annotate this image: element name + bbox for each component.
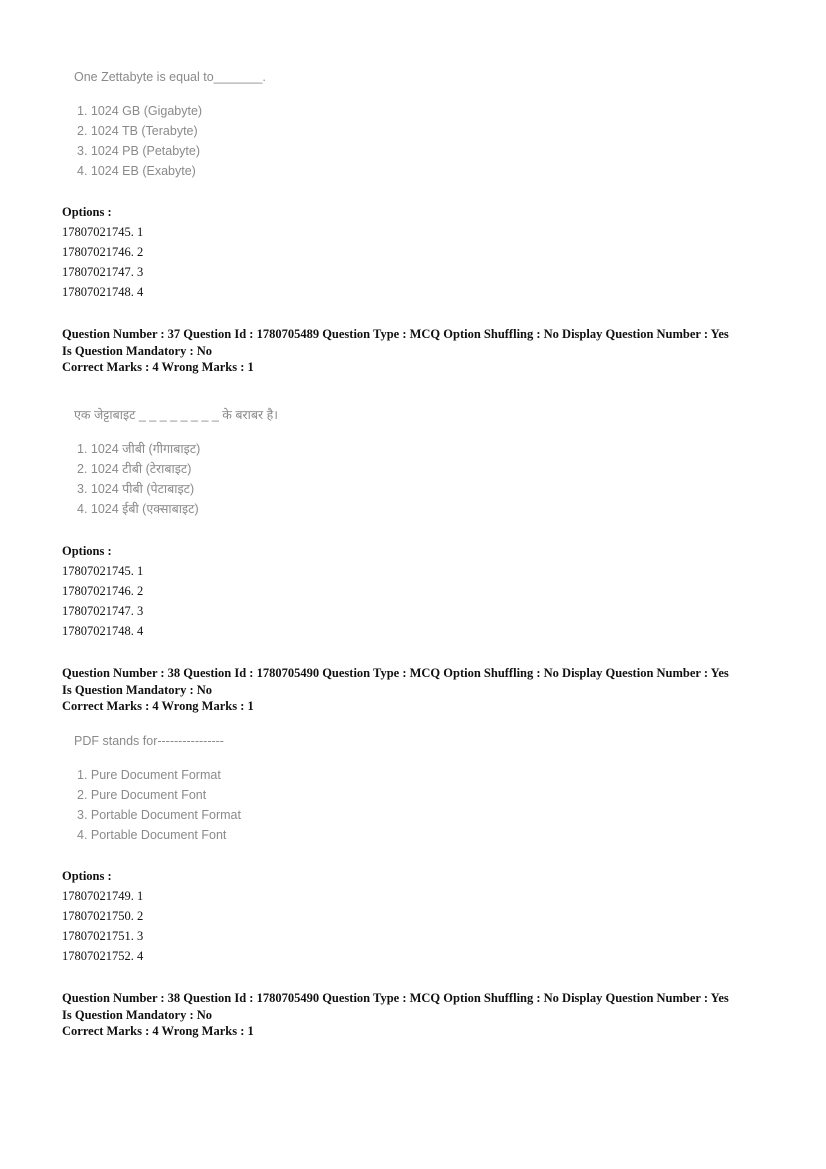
choice-item: 3. 1024 पीबी (पेटाबाइट) xyxy=(77,482,195,496)
question-marks: Correct Marks : 4 Wrong Marks : 1 xyxy=(62,1024,254,1038)
question-text: एक जेट्टाबाइट _ _ _ _ _ _ _ _ के बराबर है। xyxy=(74,408,278,422)
question-mandatory: Is Question Mandatory : No xyxy=(62,1007,213,1022)
question-marks: Correct Marks : 4 Wrong Marks : 1 xyxy=(62,360,254,374)
options-list xyxy=(62,541,143,641)
question-header: Question Number : 38 Question Id : 1780705490 Question Type : MCQ Option Shuffling : No Display Question Number : Yes xyxy=(62,666,729,680)
question-header: Question Number : 37 Question Id : 1780705489 Question Type : MCQ Option Shuffling : No Display Question Number : Yes xyxy=(62,327,729,341)
options-label: Options : xyxy=(62,544,112,558)
option-row: 17807021749. 1 xyxy=(62,889,144,903)
question-marks: Correct Marks : 4 Wrong Marks : 1 xyxy=(62,699,254,713)
option-row: 17807021748. 4 xyxy=(62,285,144,299)
question-meta xyxy=(62,326,782,376)
option-row: 17807021746. 2 xyxy=(62,245,144,259)
choice-item: 2. 1024 टीबी (टेराबाइट) xyxy=(77,462,192,476)
options-list xyxy=(62,866,143,966)
question-meta xyxy=(62,665,782,715)
option-row: 17807021745. 1 xyxy=(62,225,144,239)
option-row: 17807021752. 4 xyxy=(62,949,144,963)
option-row: 17807021747. 3 xyxy=(62,604,144,618)
option-row: 17807021745. 1 xyxy=(62,564,144,578)
choice-item: 4. 1024 ईबी (एक्साबाइट) xyxy=(77,502,199,516)
option-row: 17807021748. 4 xyxy=(62,624,144,638)
option-row: 17807021750. 2 xyxy=(62,909,144,923)
choice-item: 1. 1024 GB (Gigabyte) xyxy=(77,104,203,118)
question-text: One Zettabyte is equal to_______. xyxy=(74,70,266,84)
choice-item: 1. Pure Document Format xyxy=(77,768,221,782)
option-row: 17807021746. 2 xyxy=(62,584,144,598)
question-meta xyxy=(62,990,782,1040)
question-mandatory: Is Question Mandatory : No xyxy=(62,682,213,697)
choice-item: 3. 1024 PB (Petabyte) xyxy=(77,144,200,158)
options-label: Options : xyxy=(62,205,112,219)
options-list xyxy=(62,202,143,302)
choice-item: 3. Portable Document Format xyxy=(77,808,241,822)
choice-item: 2. 1024 TB (Terabyte) xyxy=(77,124,198,138)
question-text: PDF stands for---------------- xyxy=(74,734,224,748)
options-label: Options : xyxy=(62,869,112,883)
choice-item: 4. 1024 EB (Exabyte) xyxy=(77,164,196,178)
option-row: 17807021751. 3 xyxy=(62,929,144,943)
choice-item: 4. Portable Document Font xyxy=(77,828,227,842)
question-mandatory: Is Question Mandatory : No xyxy=(62,343,213,358)
choice-item: 1. 1024 जीबी (गीगाबाइट) xyxy=(77,442,201,456)
question-header: Question Number : 38 Question Id : 1780705490 Question Type : MCQ Option Shuffling : No Display Question Number : Yes xyxy=(62,991,729,1005)
option-row: 17807021747. 3 xyxy=(62,265,144,279)
choice-item: 2. Pure Document Font xyxy=(77,788,207,802)
